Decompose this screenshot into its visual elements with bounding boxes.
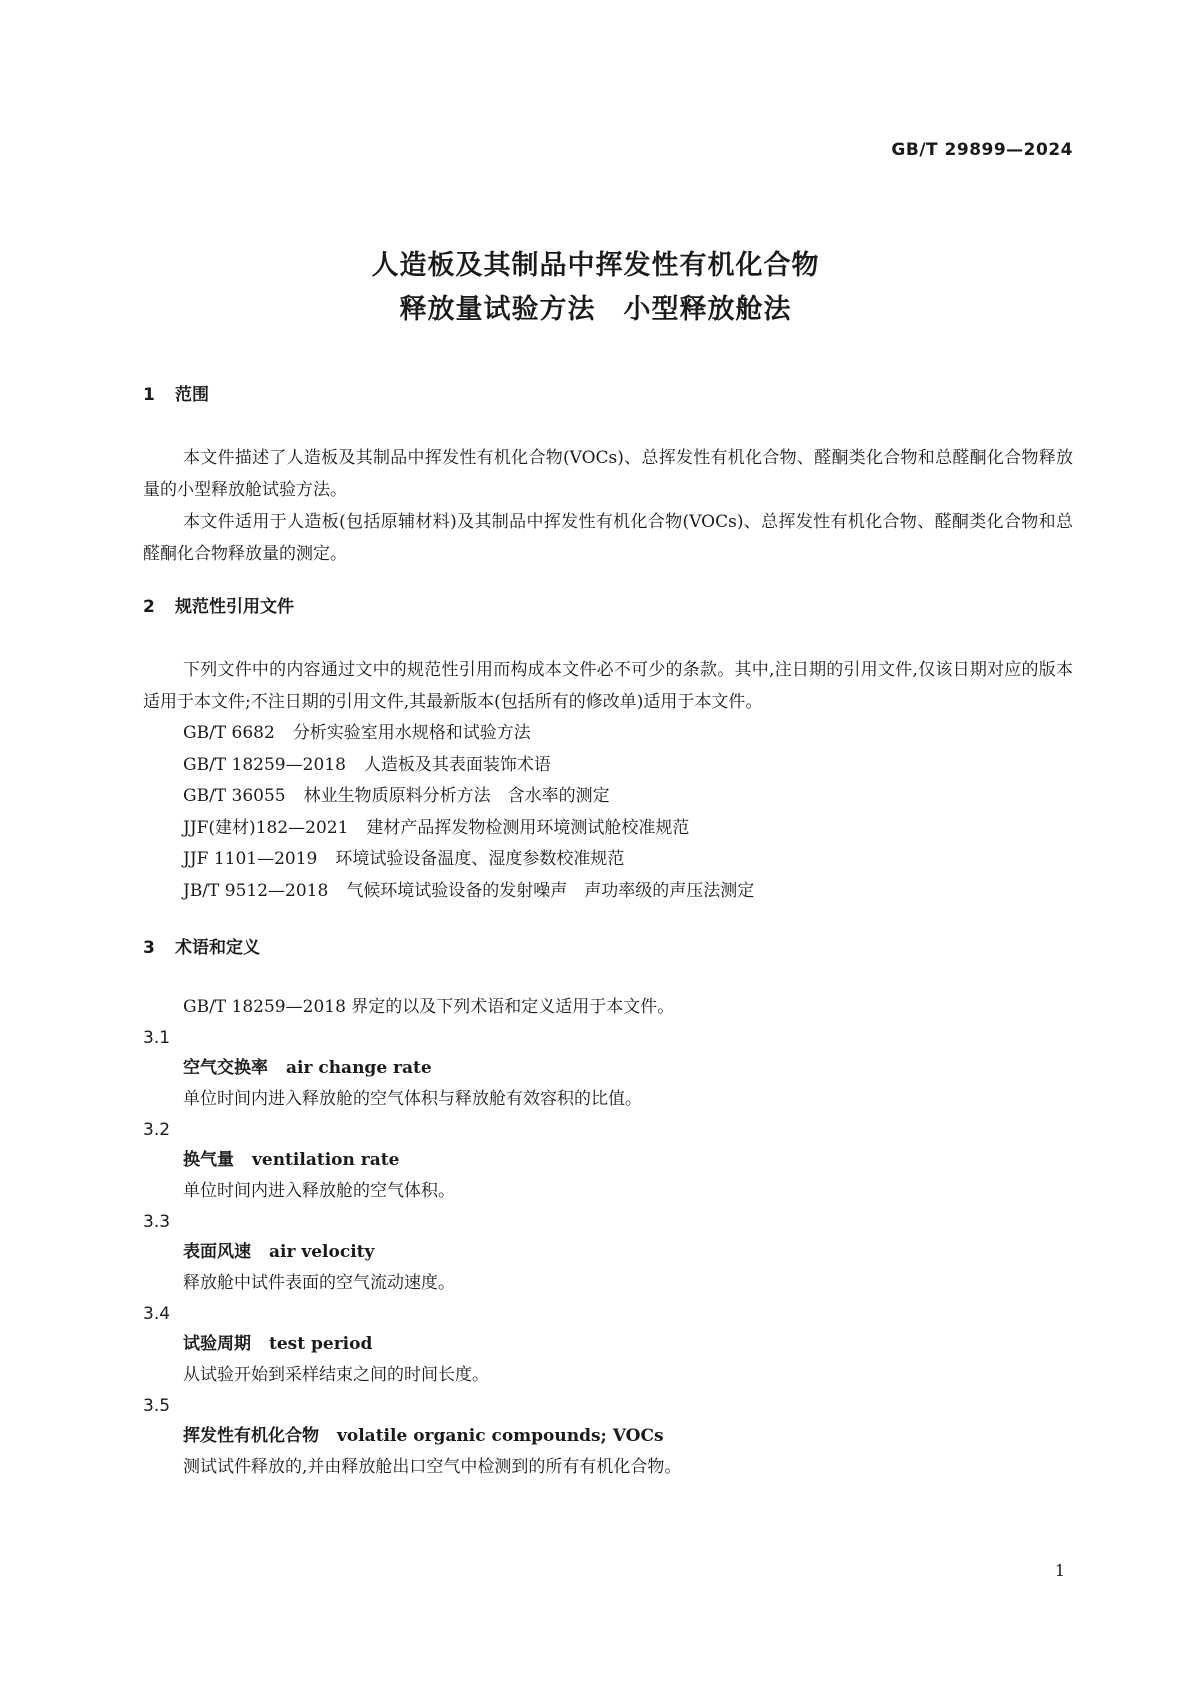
term-name-en: ventilation rate <box>252 1150 400 1170</box>
standard-code: GB/T 29899—2024 <box>891 140 1073 160</box>
paragraph: GB/T 18259—2018 界定的以及下列术语和定义适用于本文件。 <box>183 997 675 1017</box>
term-number: 3.3 <box>143 1212 171 1232</box>
reference-item <box>143 844 1073 876</box>
reference-code: JJF(建材)182—2021 <box>183 817 349 838</box>
section-3-heading <box>143 933 1073 963</box>
section-1-heading <box>143 380 1073 410</box>
term-name-en: air velocity <box>269 1242 375 1262</box>
reference-title: 林业生物质原料分析方法 含水率的测定 <box>303 786 610 806</box>
reference-code: JJF 1101—2019 <box>183 849 318 869</box>
section-title: 范围 <box>175 385 209 405</box>
term-name-zh: 空气交换率 <box>183 1058 268 1078</box>
term-number: 3.1 <box>143 1028 171 1048</box>
page-number: 1 <box>1054 1561 1065 1580</box>
paragraph: 下列文件中的内容通过文中的规范性引用而构成本文件必不可少的条款。其中,注日期的引用文件,仅该日期对应的版本适用于本文件;不注日期的引用文件,其最新版本(包括所有的修改单)适用于本文件。 <box>143 660 1073 712</box>
term-name-zh: 表面风速 <box>183 1242 251 1262</box>
reference-code: JB/T 9512—2018 <box>183 880 329 901</box>
term-definition: 从试验开始到采样结束之间的时间长度。 <box>183 1365 489 1385</box>
reference-item <box>143 813 1073 845</box>
paragraph: 本文件描述了人造板及其制品中挥发性有机化合物(VOCs)、总挥发性有机化合物、醛酮类化合物和总醛酮化合物释放量的小型释放舱试验方法。 <box>143 448 1073 500</box>
title-line-1: 人造板及其制品中挥发性有机化合物 <box>371 250 820 281</box>
term-name-zh: 挥发性有机化合物 <box>183 1426 319 1446</box>
term-definition: 测试试件释放的,并由释放舱出口空气中检测到的所有有机化合物。 <box>183 1457 682 1477</box>
reference-code: GB/T 6682 <box>183 723 275 743</box>
term-name-en: test period <box>269 1334 373 1354</box>
reference-item <box>143 718 1073 750</box>
reference-code: GB/T 36055 <box>183 786 286 806</box>
term-name <box>143 1237 1073 1268</box>
reference-item <box>143 876 1073 908</box>
term-name-zh: 试验周期 <box>183 1334 251 1354</box>
reference-title: 分析实验室用水规格和试验方法 <box>292 723 531 743</box>
document-body <box>143 380 1073 1483</box>
term-name <box>143 1053 1073 1084</box>
term-name-en: air change rate <box>286 1058 432 1078</box>
term-number: 3.2 <box>143 1120 171 1140</box>
section-2-heading <box>143 592 1073 622</box>
reference-title: 气候环境试验设备的发射噪声 声功率级的声压法测定 <box>346 880 755 901</box>
reference-title: 人造板及其表面装饰术语 <box>363 754 551 775</box>
term-name <box>143 1329 1073 1360</box>
term-name <box>143 1145 1073 1176</box>
term-name <box>143 1421 1073 1452</box>
reference-code: GB/T 18259—2018 <box>183 754 346 775</box>
term-name-zh: 换气量 <box>183 1150 234 1170</box>
section-number: 1 <box>143 385 155 405</box>
title-line-2: 释放量试验方法 小型释放舱法 <box>399 294 792 325</box>
reference-title: 环境试验设备温度、湿度参数校准规范 <box>335 849 625 869</box>
reference-item <box>143 781 1073 813</box>
reference-title: 建材产品挥发物检测用环境测试舱校准规范 <box>366 817 690 838</box>
section-title: 术语和定义 <box>175 938 260 958</box>
term-number: 3.5 <box>143 1396 171 1416</box>
term-number: 3.4 <box>143 1304 171 1324</box>
reference-item <box>143 750 1073 782</box>
section-title: 规范性引用文件 <box>175 597 294 617</box>
term-definition: 单位时间内进入释放舱的空气体积与释放舱有效容积的比值。 <box>183 1089 642 1109</box>
section-number: 2 <box>143 597 155 617</box>
paragraph: 本文件适用于人造板(包括原辅材料)及其制品中挥发性有机化合物(VOCs)、总挥发性有机化合物、醛酮类化合物和总醛酮化合物释放量的测定。 <box>143 512 1073 564</box>
section-number: 3 <box>143 938 155 958</box>
term-definition: 单位时间内进入释放舱的空气体积。 <box>183 1181 455 1201</box>
document-title <box>0 244 1191 332</box>
term-definition: 释放舱中试件表面的空气流动速度。 <box>183 1273 455 1293</box>
term-name-en: volatile organic compounds; VOCs <box>337 1426 664 1446</box>
